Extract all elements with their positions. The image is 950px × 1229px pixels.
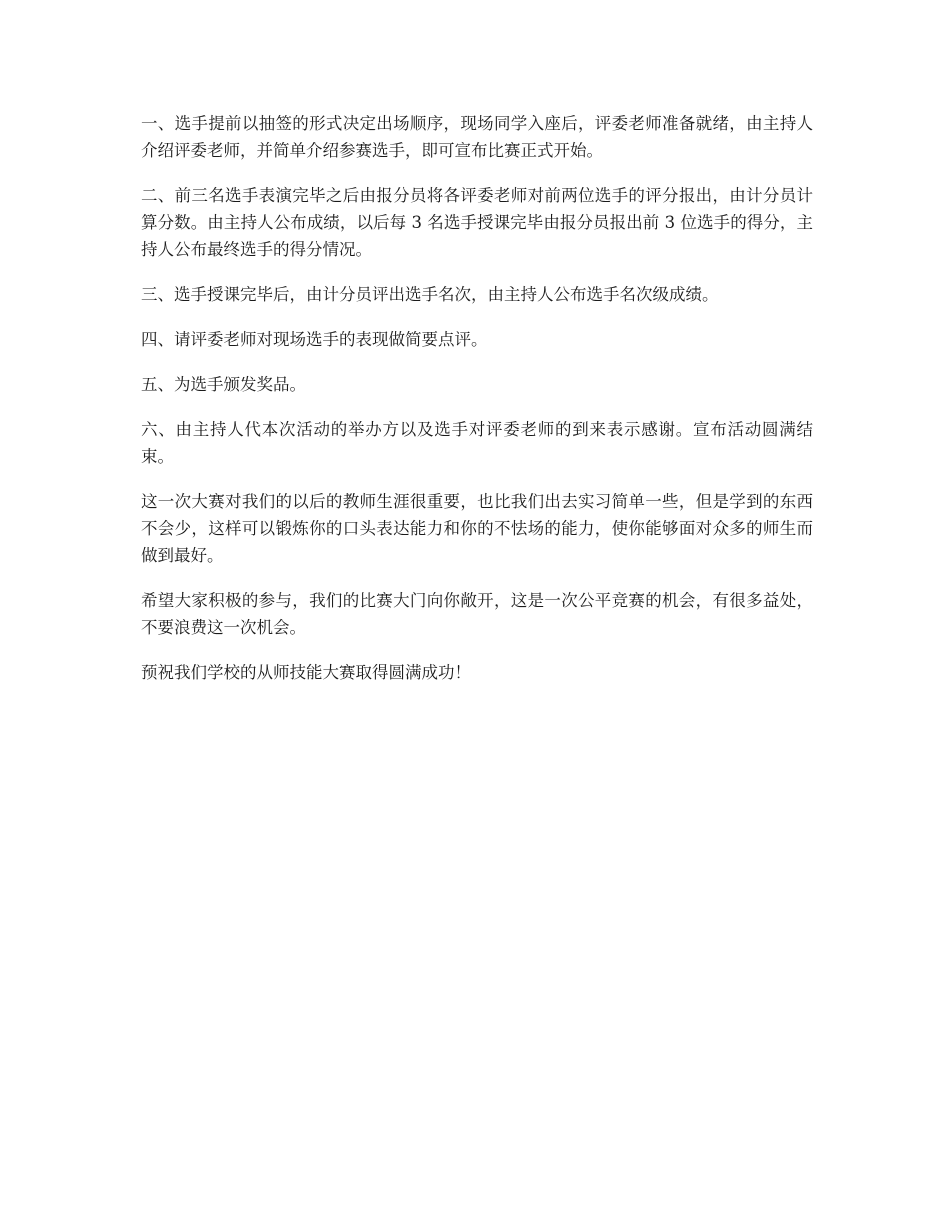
paragraph-step-2: 二、前三名选手表演完毕之后由报分员将各评委老师对前两位选手的评分报出，由计分员计算分数。由主持人公布成绩，以后每 3 名选手授课完毕由报分员报出前 3 位选手的得分，主持人公布最终选手的得分情况。 bbox=[141, 186, 813, 259]
paragraph-step-6: 六、由主持人代本次活动的举办方以及选手对评委老师的到来表示感谢。宣布活动圆满结束。 bbox=[141, 420, 813, 466]
paragraph-step-3: 三、选手授课完毕后，由计分员评出选手名次，由主持人公布选手名次级成绩。 bbox=[141, 285, 719, 304]
document-body bbox=[141, 110, 813, 704]
paragraph-invitation: 希望大家积极的参与，我们的比赛大门向你敞开，这是一次公平竞赛的机会，有很多益处，不要浪费这一次机会。 bbox=[141, 591, 813, 637]
paragraph-step-1: 一、选手提前以抽签的形式决定出场顺序，现场同学入座后，评委老师准备就绪，由主持人介绍评委老师，并简单介绍参赛选手，即可宣布比赛正式开始。 bbox=[141, 114, 813, 160]
paragraph-closing-wish: 预祝我们学校的从师技能大赛取得圆满成功！ bbox=[141, 663, 471, 682]
paragraph-importance: 这一次大赛对我们的以后的教师生涯很重要，也比我们出去实习简单一些，但是学到的东西不会少，这样可以锻炼你的口头表达能力和你的不怯场的能力，使你能够面对众多的师生而做到最好。 bbox=[141, 492, 813, 565]
paragraph-step-5: 五、为选手颁发奖品。 bbox=[141, 375, 306, 394]
paragraph-step-4: 四、请评委老师对现场选手的表现做简要点评。 bbox=[141, 330, 488, 349]
